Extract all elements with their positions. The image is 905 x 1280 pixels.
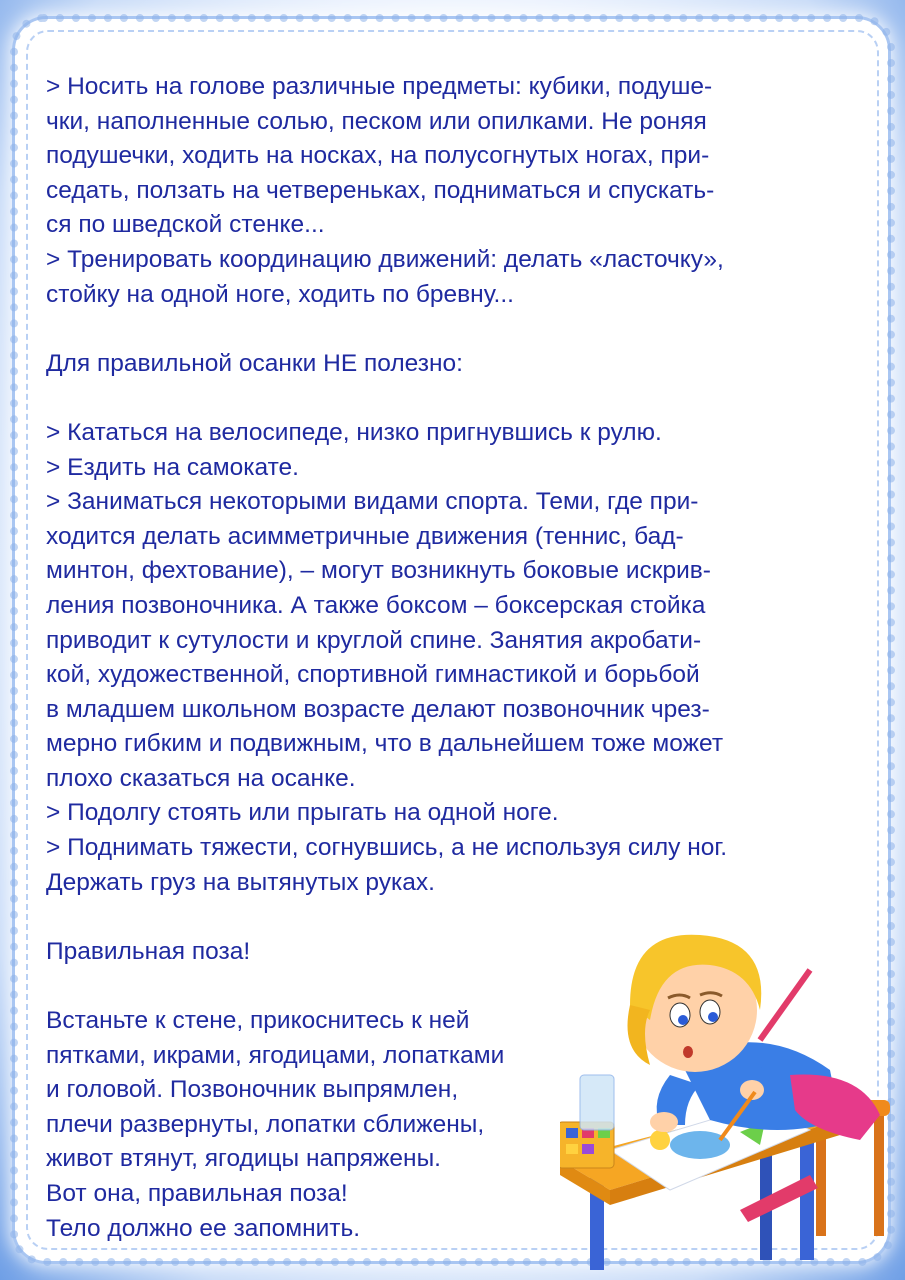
correct-pose-paragraph: Встаньте к стене, прикоснитесь к ней пятками, икрами, ягодицами, лопатками и головой. Позвоночник выпрямлен, плечи развернуты, лопатки сближены, живот втянут, ягодицы напряжены. Вот она, правильная поза! Тело должно ее запомнить. (46, 1007, 505, 1242)
not-useful-heading: Для правильной осанки НЕ полезно: (46, 349, 463, 377)
child-drawing-at-desk-icon (560, 900, 905, 1280)
not-useful-list-paragraph: > Кататься на велосипеде, низко пригнувшись к рулю. > Ездить на самокате. > Заниматься некоторыми видами спорта. Теми, где при- ходится делать асимметричные движения (теннис, бад- минтон, фехтование), – могут возникнуть боковые искрив- ления позвоночника. А также боксом – боксерская стойка приводит к сутулости и круглой спине. Занятия акробати- кой, художественной, спортивной гимнастикой и борьбой в младшем школьном возрасте делают позвоночник чрез- мерно гибким и подвижным, что в дальнейшем тоже может плохо сказаться на осанке. > Подолгу стоять или прыгать на одной ноге. > Поднимать тяжести, согнувшись, а не используя силу ног. Держать груз на вытянутых руках. (46, 418, 728, 896)
exercise-list-paragraph: > Носить на голове различные предметы: кубики, подуше- чки, наполненные солью, песком или опилками. Не роняя подушечки, ходить на носках, на полусогнутых ногах, при- седать, ползать на четвереньках, подниматься и спускать- ся по шведской стенке... > Тренировать координацию движений: делать «ласточку», стойку на одной ноге, ходить по бревну... (46, 73, 724, 308)
correct-pose-heading: Правильная поза! (46, 937, 251, 965)
